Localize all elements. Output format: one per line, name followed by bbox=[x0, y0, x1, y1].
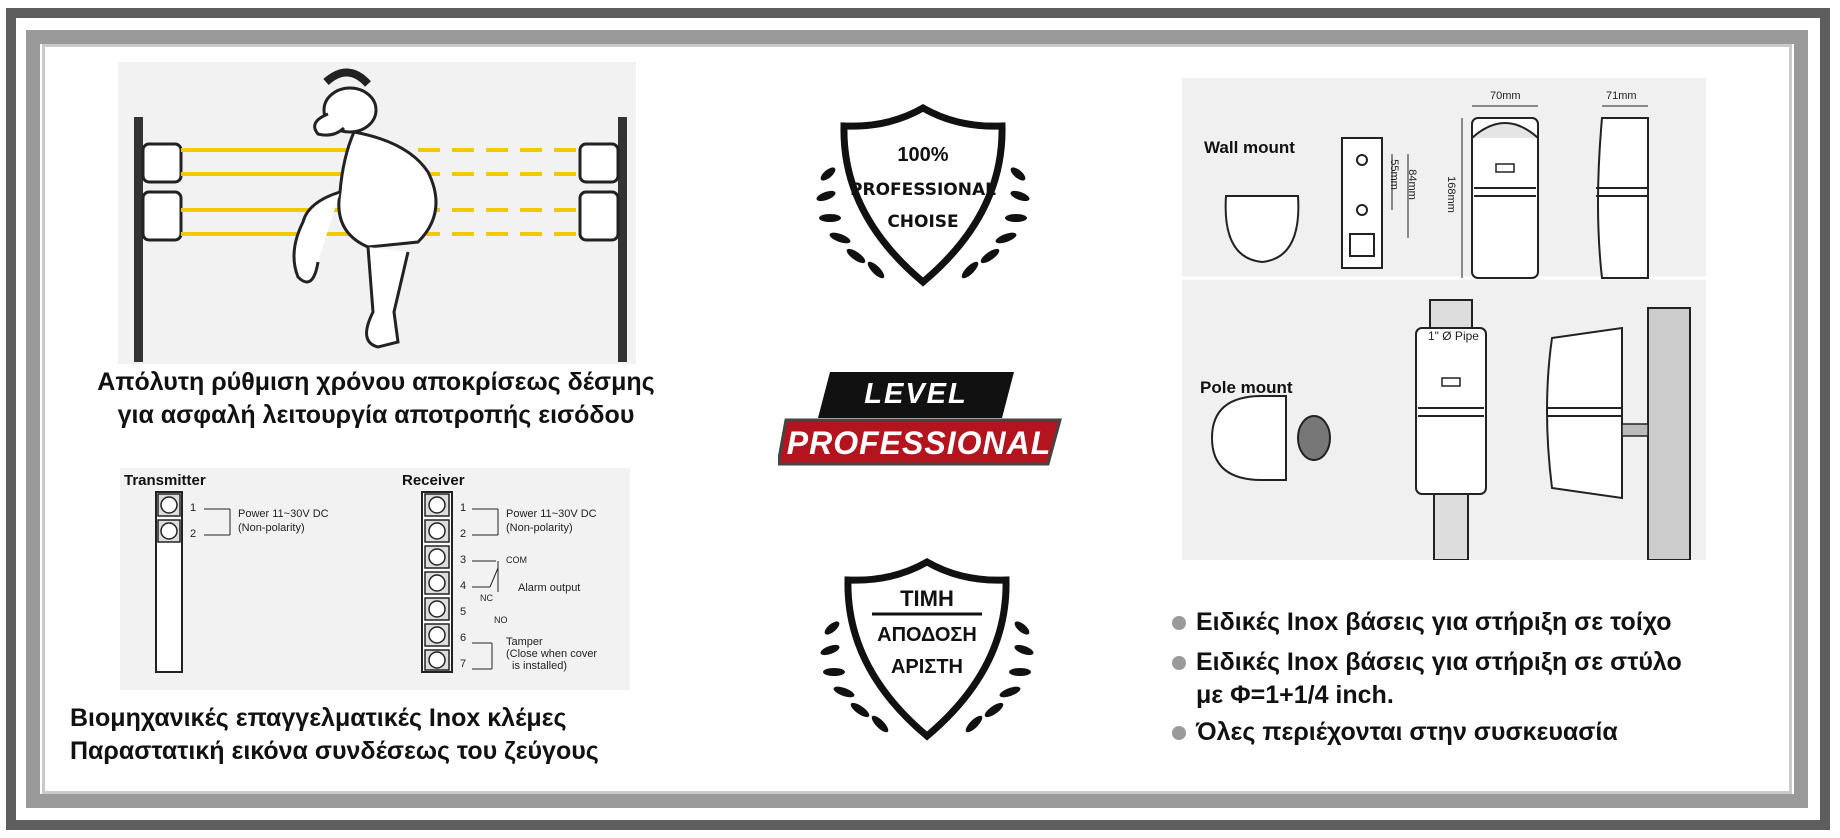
transmitter-title: Transmitter bbox=[124, 472, 206, 489]
wall-mount-label: Wall mount bbox=[1204, 138, 1295, 157]
pole-cap bbox=[1212, 396, 1286, 480]
bullet-item-1 bbox=[1172, 606, 1732, 639]
level-bottom-text: PROFESSIONAL bbox=[786, 425, 1052, 461]
tamper-line3: is installed) bbox=[512, 660, 568, 672]
pole-sensor-side bbox=[1547, 328, 1622, 498]
level-top-text: LEVEL bbox=[864, 378, 968, 410]
mounting-diagram bbox=[1182, 78, 1706, 560]
dim-70: 70mm bbox=[1490, 90, 1521, 102]
beams-dashed bbox=[418, 150, 580, 234]
tx-terminal-block bbox=[156, 492, 182, 672]
tx-power-label: Power 11~30V DC bbox=[238, 508, 329, 520]
bullet-text-2b: με Φ=1+1/4 inch. bbox=[1196, 681, 1394, 709]
rx-terminal-1: 1 bbox=[460, 502, 467, 514]
wiring-caption-line1: Βιομηχανικές επαγγελματικές Inox κλέμες bbox=[70, 704, 567, 732]
tx-polarity-label: (Non-polarity) bbox=[238, 522, 305, 534]
pole-pipe-bottom bbox=[1434, 488, 1468, 560]
rx-terminal-3: 3 bbox=[460, 554, 467, 566]
badge1-line3: CHOISE bbox=[887, 212, 959, 232]
beam-illustration bbox=[118, 62, 636, 364]
badge3-line3: ΑΡΙΣΤΗ bbox=[890, 656, 963, 678]
bullet-text-1: Ειδικές Inox βάσεις για στήριξη σε τοίχο bbox=[1196, 608, 1672, 636]
badge1-line1: 100% bbox=[897, 144, 949, 166]
rx-terminal-2: 2 bbox=[460, 528, 467, 540]
hair bbox=[326, 72, 368, 84]
beam-caption-line2: για ασφαλή λειτουργία αποτροπής εισόδου bbox=[117, 401, 635, 429]
sensor-side bbox=[1598, 118, 1648, 278]
beam-caption-line1: Απόλυτη ρύθμιση χρόνου αποκρίσεως δέσμης bbox=[97, 368, 655, 396]
pole-side-pipe bbox=[1648, 308, 1690, 560]
pipe-label: 1" Ø Pipe bbox=[1428, 329, 1479, 343]
left-sensor-lower bbox=[143, 192, 181, 240]
rx-terminal-7: 7 bbox=[460, 658, 467, 670]
tx-terminal-2: 2 bbox=[190, 528, 197, 540]
badge-professional-choise bbox=[808, 104, 1038, 294]
sensor-front bbox=[1472, 118, 1538, 278]
right-sensor-lower bbox=[580, 192, 618, 240]
badge3-line1: ΤΙΜΗ bbox=[900, 586, 954, 611]
rx-terminal-5: 5 bbox=[460, 606, 467, 618]
rx-terminal-4: 4 bbox=[460, 580, 467, 592]
dim-71: 71mm bbox=[1606, 90, 1637, 102]
left-sensor-upper bbox=[143, 144, 181, 182]
wiring-caption bbox=[70, 702, 670, 768]
right-sensor-upper bbox=[580, 144, 618, 182]
tx-bracket bbox=[204, 509, 230, 535]
nc-label: NC bbox=[480, 593, 493, 603]
rx-connectors bbox=[472, 509, 498, 669]
tamper-line2: (Close when cover bbox=[506, 648, 598, 660]
bullet-dot bbox=[1172, 726, 1186, 740]
bullet-dot bbox=[1172, 616, 1186, 630]
badge-level-professional bbox=[778, 368, 1068, 478]
wiring-caption-line2: Παραστατική εικόνα συνδέσεως του ζεύγους bbox=[70, 737, 599, 765]
no-label: NO bbox=[494, 615, 508, 625]
bullet-text-3: Όλες περιέχονται στην συσκευασία bbox=[1196, 718, 1618, 746]
bullet-item-3 bbox=[1172, 716, 1732, 749]
alarm-output-label: Alarm output bbox=[518, 582, 581, 594]
rx-screws bbox=[425, 494, 449, 670]
dim-55: 55mm bbox=[1387, 159, 1400, 190]
badge3-line2: ΑΠΟΔΟΣΗ bbox=[877, 624, 977, 646]
wall-cap bbox=[1226, 196, 1299, 262]
wiring-diagram bbox=[120, 468, 630, 690]
beam-caption bbox=[58, 366, 694, 432]
tx-terminal-1: 1 bbox=[190, 502, 197, 514]
dim-168: 168mm bbox=[1444, 176, 1457, 213]
intruder-figure bbox=[294, 88, 436, 347]
badge-timi-apodosi bbox=[812, 558, 1042, 748]
rx-polarity-label: (Non-polarity) bbox=[506, 522, 573, 534]
bullet-dot bbox=[1172, 656, 1186, 670]
pole-sensor-front bbox=[1416, 328, 1486, 494]
com-label: COM bbox=[506, 555, 527, 565]
badge1-line2: PROFESSIONAL bbox=[850, 180, 996, 200]
tamper-line1: Tamper bbox=[506, 636, 543, 648]
rx-terminal-6: 6 bbox=[460, 632, 467, 644]
rx-power-label: Power 11~30V DC bbox=[506, 508, 597, 520]
dim-84: 84mm bbox=[1405, 169, 1418, 200]
pole-mount-label: Pole mount bbox=[1200, 378, 1293, 397]
wall-bracket bbox=[1342, 138, 1382, 268]
beam-drawing bbox=[118, 62, 636, 364]
bullet-text-2a: Ειδικές Inox βάσεις για στήριξη σε στύλο bbox=[1196, 648, 1682, 676]
receiver-title: Receiver bbox=[402, 472, 465, 489]
bullet-item-2 bbox=[1172, 646, 1732, 712]
